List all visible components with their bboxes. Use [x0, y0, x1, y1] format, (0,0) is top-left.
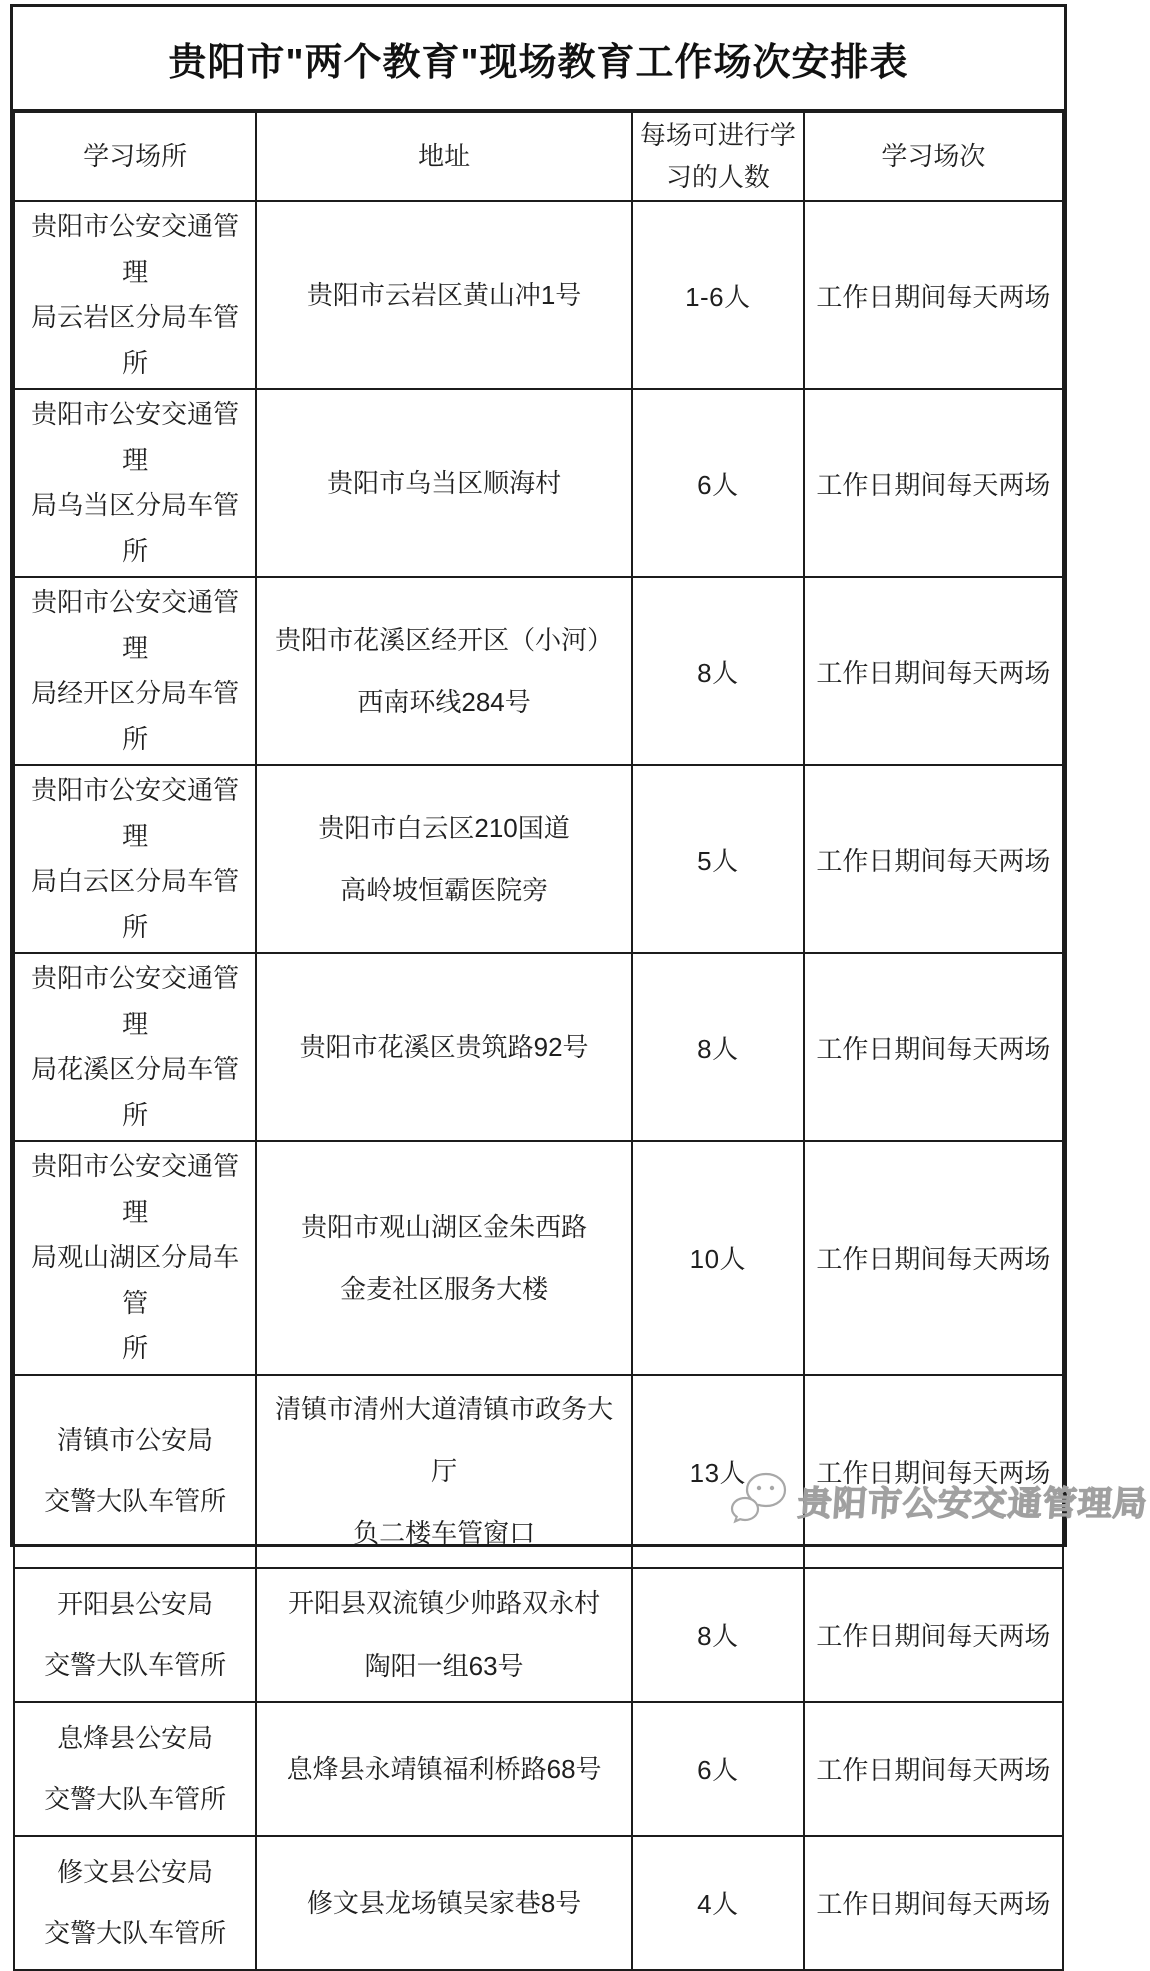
location-cell: 清镇市公安局 交警大队车管所 — [14, 1375, 256, 1568]
sessions-cell: 工作日期间每天两场 — [804, 389, 1063, 577]
sessions-cell: 工作日期间每天两场 — [804, 1702, 1063, 1836]
table-row — [14, 1836, 1063, 1970]
address-cell: 息烽县永靖镇福利桥路68号 — [256, 1702, 632, 1836]
location-cell: 贵阳市公安交通管理 局乌当区分局车管所 — [14, 389, 256, 577]
capacity-cell: 1-6人 — [632, 201, 804, 389]
address-cell: 贵阳市乌当区顺海村 — [256, 389, 632, 577]
sessions-cell: 工作日期间每天两场 — [804, 953, 1063, 1141]
location-cell: 贵阳市公安交通管理 局白云区分局车管所 — [14, 765, 256, 953]
capacity-cell: 4人 — [632, 1836, 804, 1970]
capacity-cell: 6人 — [632, 389, 804, 577]
capacity-cell: 8人 — [632, 953, 804, 1141]
table-row — [14, 1568, 1063, 1702]
schedule-table — [13, 111, 1064, 1971]
table-row — [14, 765, 1063, 953]
sessions-cell: 工作日期间每天两场 — [804, 765, 1063, 953]
column-header-sessions: 学习场次 — [804, 112, 1063, 201]
address-cell: 贵阳市花溪区经开区（小河） 西南环线284号 — [256, 577, 632, 765]
address-cell: 贵阳市花溪区贵筑路92号 — [256, 953, 632, 1141]
sessions-cell: 工作日期间每天两场 — [804, 1568, 1063, 1702]
column-header-address: 地址 — [256, 112, 632, 201]
schedule-sheet — [10, 4, 1067, 1948]
table-row — [14, 1702, 1063, 1836]
capacity-cell: 8人 — [632, 1568, 804, 1702]
header-row — [14, 112, 1063, 201]
address-cell: 贵阳市白云区210国道 高岭坡恒霸医院旁 — [256, 765, 632, 953]
title-band — [13, 7, 1064, 111]
address-cell: 修文县龙场镇吴家巷8号 — [256, 1836, 632, 1970]
column-header-location: 学习场所 — [14, 112, 256, 201]
sessions-cell: 工作日期间每天两场 — [804, 577, 1063, 765]
table-row — [14, 577, 1063, 765]
address-cell: 清镇市清州大道清镇市政务大厅 负二楼车管窗口 — [256, 1375, 632, 1568]
table-row — [14, 1141, 1063, 1375]
table-row — [14, 1375, 1063, 1568]
column-header-capacity: 每场可进行学习的人数 — [632, 112, 804, 201]
location-cell: 贵阳市公安交通管理 局经开区分局车管所 — [14, 577, 256, 765]
address-cell: 开阳县双流镇少帅路双永村 陶阳一组63号 — [256, 1568, 632, 1702]
location-cell: 贵阳市公安交通管理 局花溪区分局车管所 — [14, 953, 256, 1141]
location-cell: 贵阳市公安交通管理 局观山湖区分局车管 所 — [14, 1141, 256, 1375]
capacity-cell: 8人 — [632, 577, 804, 765]
location-cell: 修文县公安局 交警大队车管所 — [14, 1836, 256, 1970]
watermark-text: 贵阳市公安交通管理局 — [796, 1484, 1150, 1523]
location-cell: 息烽县公安局 交警大队车管所 — [14, 1702, 256, 1836]
page-title: 贵阳市"两个教育"现场教育工作场次安排表 — [168, 41, 909, 84]
capacity-cell: 13人 — [632, 1375, 804, 1568]
location-cell: 贵阳市公安交通管理 局云岩区分局车管所 — [14, 201, 256, 389]
table-row — [14, 201, 1063, 389]
sessions-cell: 工作日期间每天两场 — [804, 1141, 1063, 1375]
sessions-cell: 工作日期间每天两场 — [804, 1836, 1063, 1970]
table-row — [14, 953, 1063, 1141]
table-row — [14, 389, 1063, 577]
capacity-cell: 6人 — [632, 1702, 804, 1836]
address-cell: 贵阳市云岩区黄山冲1号 — [256, 201, 632, 389]
capacity-cell: 10人 — [632, 1141, 804, 1375]
sessions-cell: 工作日期间每天两场 — [804, 1375, 1063, 1568]
location-cell: 开阳县公安局 交警大队车管所 — [14, 1568, 256, 1702]
address-cell: 贵阳市观山湖区金朱西路 金麦社区服务大楼 — [256, 1141, 632, 1375]
sessions-cell: 工作日期间每天两场 — [804, 201, 1063, 389]
capacity-cell: 5人 — [632, 765, 804, 953]
